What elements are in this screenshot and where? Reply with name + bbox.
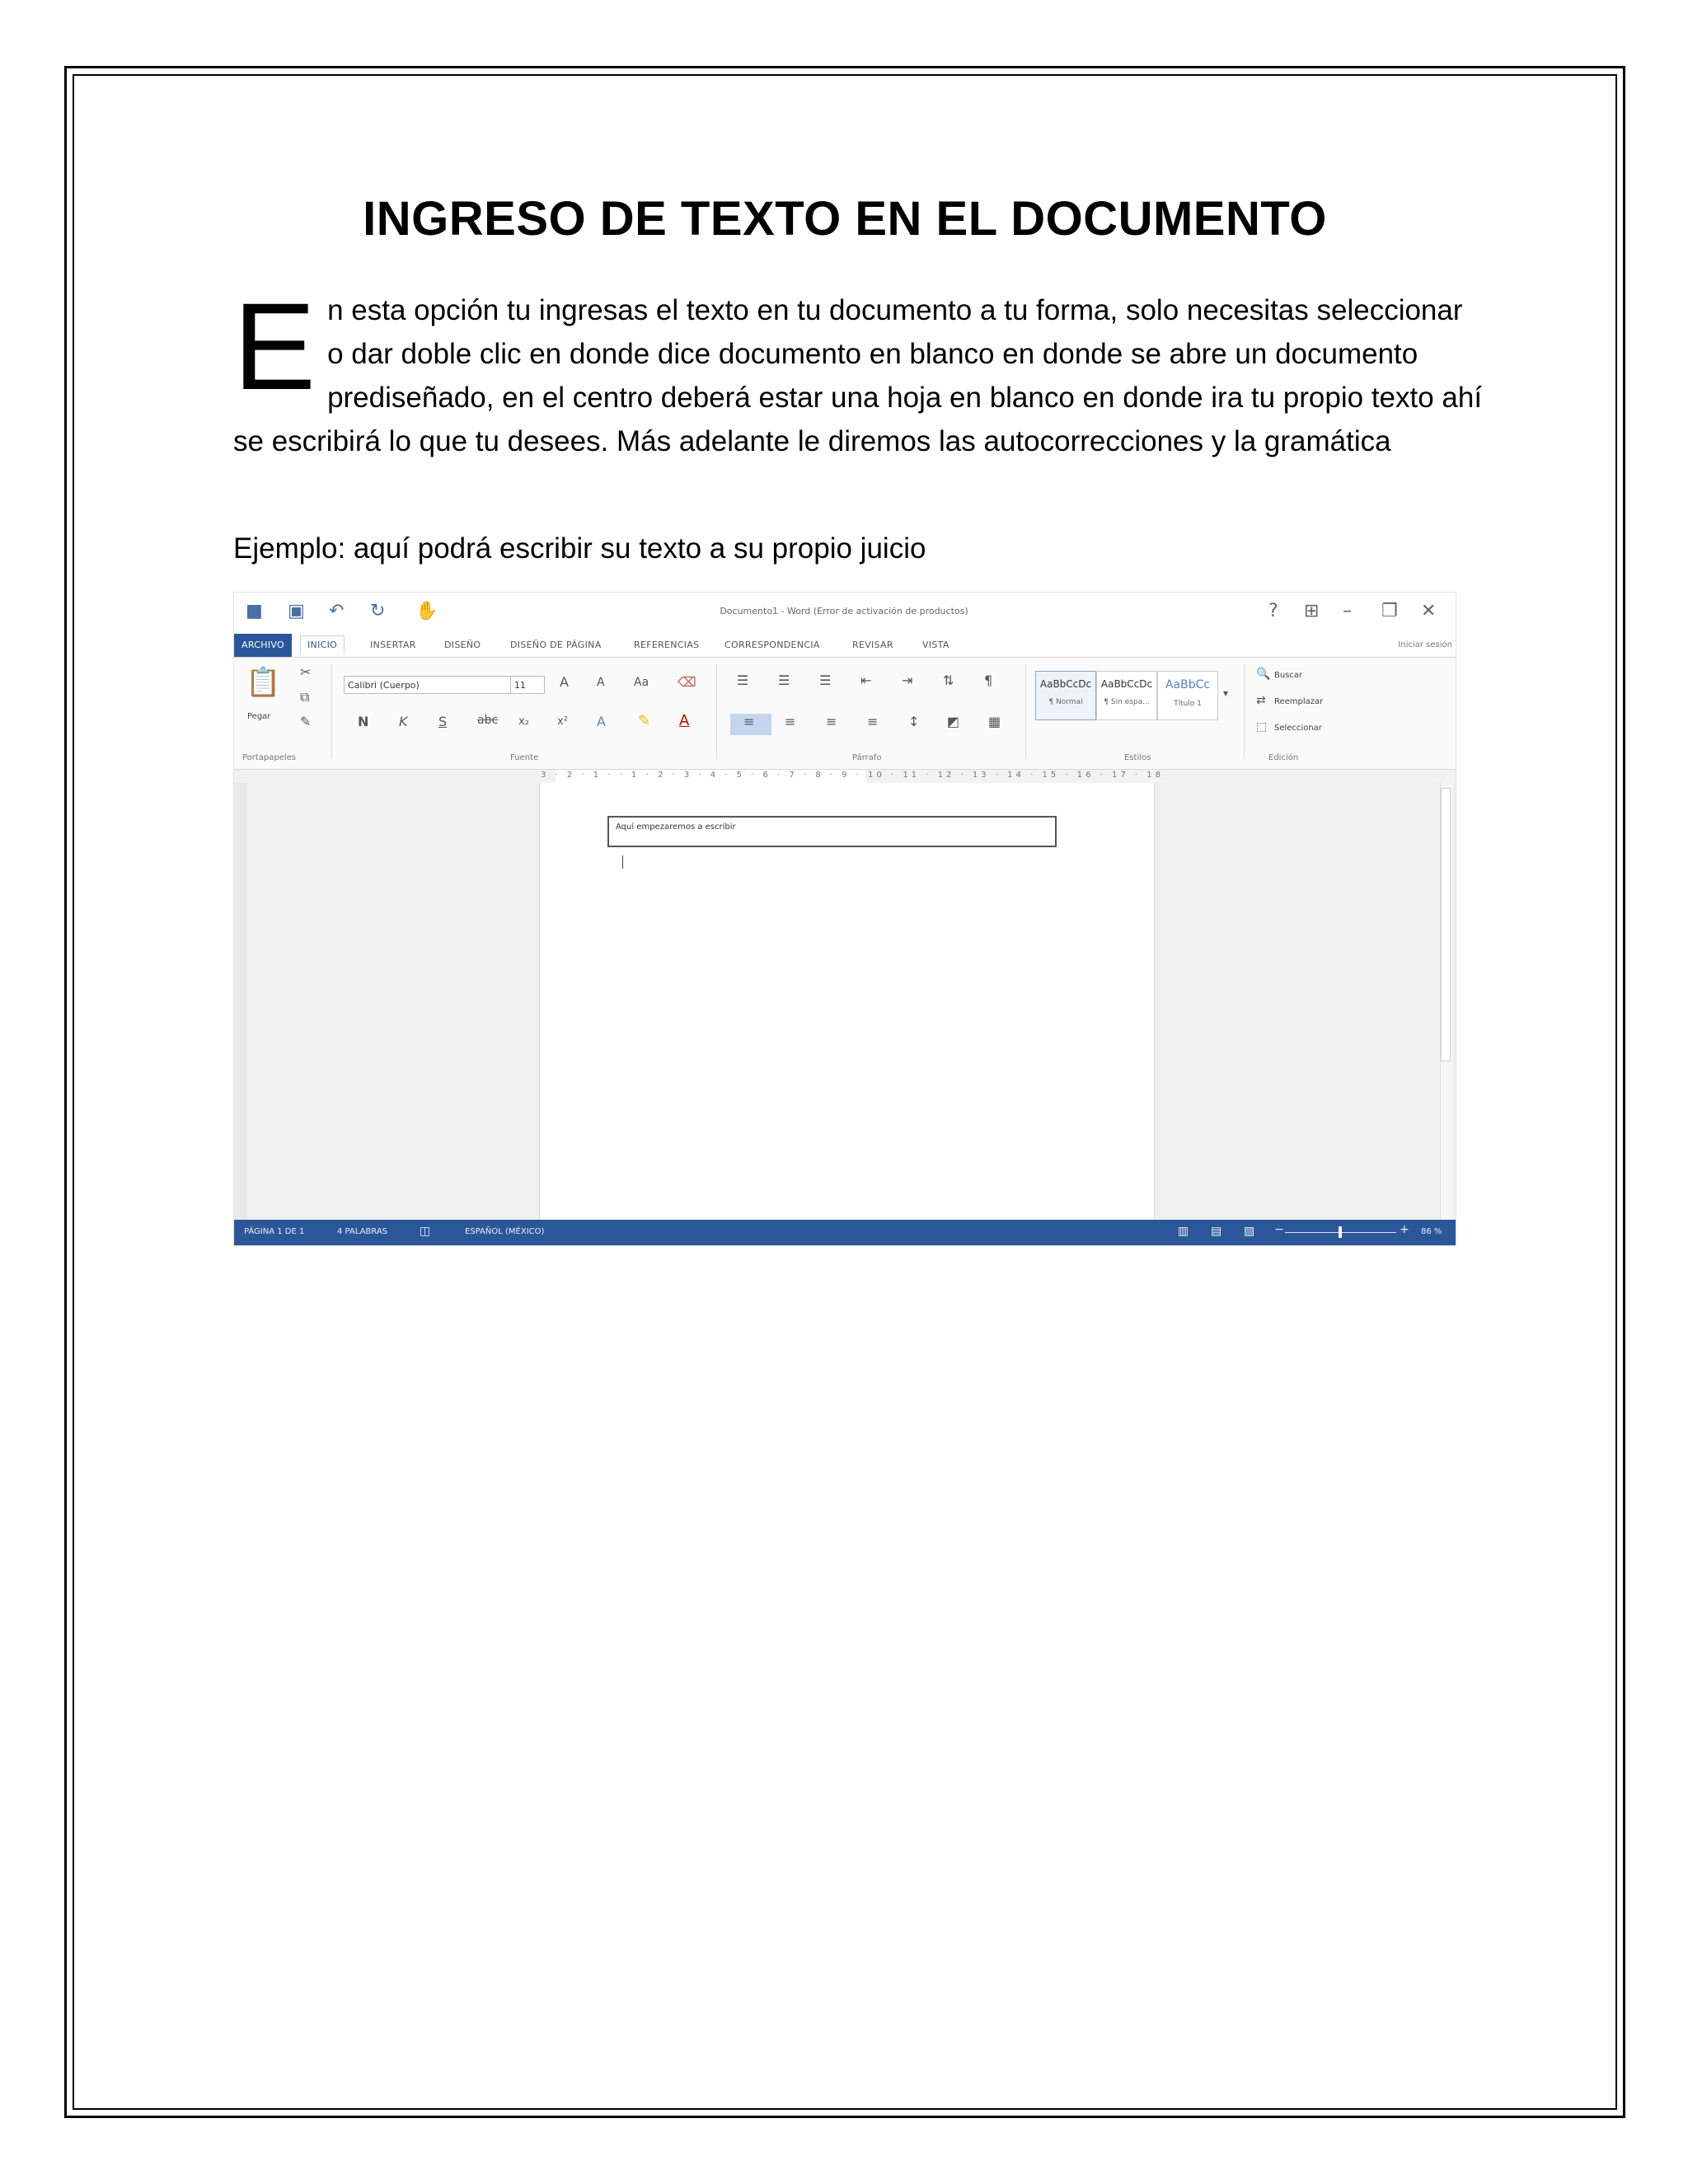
tab-vista[interactable]: VISTA — [922, 640, 950, 650]
vertical-ruler — [234, 783, 247, 1220]
word-screenshot — [233, 592, 1456, 1246]
tab-archivo[interactable]: ARCHIVO — [234, 634, 292, 657]
strikethrough-icon[interactable]: abc — [477, 714, 499, 727]
text-effects-icon[interactable]: A — [597, 714, 606, 729]
shading-icon[interactable]: ◩ — [947, 714, 960, 729]
text-box[interactable]: Aquí empezaremos a escribir — [607, 816, 1057, 847]
clear-format-icon[interactable]: ⌫ — [678, 674, 696, 690]
tab-diseno-pagina[interactable]: DISEÑO DE PÁGINA — [510, 640, 602, 650]
grow-font-icon[interactable]: A — [560, 674, 569, 690]
style-normal[interactable] — [1035, 671, 1096, 720]
close-icon[interactable]: ✕ — [1421, 601, 1437, 621]
web-layout-icon[interactable]: ▧ — [1244, 1225, 1255, 1238]
change-case-icon[interactable]: Aa — [634, 676, 649, 689]
align-center-icon[interactable]: ≡ — [785, 714, 796, 729]
horizontal-ruler — [234, 770, 1456, 783]
styles-group-label: Estilos — [1124, 753, 1151, 762]
shrink-font-icon[interactable]: A — [597, 676, 605, 689]
bullets-icon[interactable]: ☰ — [737, 673, 749, 688]
intro-paragraph — [233, 277, 1486, 463]
tab-revisar[interactable]: REVISAR — [852, 640, 893, 650]
styles-more-icon[interactable]: ▾ — [1223, 687, 1229, 699]
align-left-icon[interactable]: ≡ — [743, 714, 755, 729]
increase-indent-icon[interactable]: ⇥ — [902, 673, 913, 688]
text-cursor — [622, 855, 623, 869]
clipboard-group-label: Portapapeles — [242, 753, 297, 762]
restore-icon[interactable]: ❐ — [1381, 601, 1398, 621]
font-group-label: Fuente — [510, 753, 539, 762]
ribbon — [234, 657, 1456, 770]
page-count[interactable]: PÁGINA 1 DE 1 — [244, 1227, 305, 1236]
copy-icon[interactable]: ⧉ — [300, 689, 310, 705]
group-divider — [331, 664, 332, 759]
ribbon-tabs — [234, 634, 1456, 657]
style-sample: AaBbCcDc — [1100, 678, 1153, 690]
ribbon-display-icon[interactable]: ⊞ — [1304, 601, 1320, 621]
help-icon[interactable]: ? — [1268, 601, 1278, 621]
style-sample: AaBbCcDc — [1039, 678, 1092, 690]
superscript-icon[interactable]: x² — [557, 715, 568, 728]
group-divider — [1025, 664, 1026, 759]
scrollbar-thumb[interactable] — [1441, 788, 1451, 1062]
quick-access-toolbar — [234, 593, 1456, 634]
print-layout-icon[interactable]: ▤ — [1211, 1225, 1222, 1238]
line-spacing-icon[interactable]: ↕ — [908, 714, 920, 729]
document-page[interactable] — [539, 783, 1155, 1220]
sort-icon[interactable]: ⇅ — [943, 673, 954, 688]
word-count[interactable]: 4 PALABRAS — [337, 1227, 388, 1236]
tab-inicio[interactable]: INICIO — [300, 635, 345, 654]
tab-referencias[interactable]: REFERENCIAS — [634, 640, 700, 650]
example-line: Ejemplo: aquí podrá escribir su texto a su propio juicio — [233, 532, 926, 565]
document-title: INGRESO DE TEXTO EN EL DOCUMENTO — [363, 192, 1327, 246]
zoom-out-icon[interactable]: − — [1274, 1223, 1284, 1236]
select-icon[interactable]: ⬚ — [1256, 720, 1268, 733]
group-divider — [1244, 664, 1245, 759]
touch-mode-icon[interactable]: ✋ — [415, 601, 438, 621]
document-canvas — [234, 783, 1456, 1220]
language[interactable]: ESPAÑOL (MÉXICO) — [465, 1227, 545, 1236]
justify-icon[interactable]: ≡ — [867, 714, 879, 729]
undo-icon[interactable]: ↶ — [329, 601, 345, 621]
word-logo-icon: ■ — [246, 601, 263, 621]
style-name: ¶ Normal — [1048, 698, 1083, 706]
proofing-icon[interactable]: ◫ — [420, 1225, 431, 1238]
tab-diseno[interactable]: DISEÑO — [444, 640, 481, 650]
find-icon[interactable]: 🔍 — [1256, 668, 1271, 681]
zoom-slider-thumb[interactable] — [1339, 1226, 1342, 1238]
cut-icon[interactable]: ✂ — [300, 664, 312, 680]
zoom-level[interactable]: 86 % — [1421, 1227, 1442, 1236]
replace-icon[interactable]: ⇄ — [1256, 694, 1266, 707]
status-bar — [234, 1220, 1456, 1245]
find-button[interactable]: Buscar — [1274, 671, 1303, 680]
drop-cap: E — [233, 277, 316, 415]
intro-paragraph-text: n esta opción tu ingresas el texto en tu documento a tu forma, solo necesitas seleccionar o dar doble clic en donde dice documento en blanco en donde se abre un documento prediseñado, en el centro deberá estar una hoja en blanco en donde ira tu propio texto ahí se escribirá lo que tu desees. Más adelante le diremos las autocorrecciones y la gramática — [233, 294, 1483, 457]
group-divider — [716, 664, 717, 759]
paste-button[interactable]: Pegar — [247, 712, 271, 721]
font-size-select[interactable]: 11 — [510, 676, 545, 694]
read-mode-icon[interactable]: ▥ — [1178, 1225, 1189, 1238]
tab-insertar[interactable]: INSERTAR — [370, 640, 416, 650]
highlight-icon[interactable]: ✎ — [638, 712, 651, 729]
select-button[interactable]: Seleccionar — [1274, 724, 1322, 733]
borders-icon[interactable]: ▦ — [988, 714, 1001, 729]
redo-icon[interactable]: ↻ — [370, 601, 386, 621]
replace-button[interactable]: Reemplazar — [1274, 697, 1324, 706]
font-name-select[interactable]: Calibri (Cuerpo) — [344, 676, 513, 694]
style-heading-1[interactable] — [1157, 671, 1218, 720]
save-icon[interactable]: ▣ — [288, 601, 305, 621]
paste-icon[interactable]: 📋 — [246, 666, 281, 699]
tab-correspondencia[interactable]: CORRESPONDENCIA — [724, 640, 820, 650]
format-painter-icon[interactable]: ✎ — [300, 714, 312, 729]
decrease-indent-icon[interactable]: ⇤ — [860, 673, 872, 688]
paragraph-group-label: Párrafo — [852, 753, 882, 762]
ruler-numbers: 3 · 2 · 1 · · 1 · 2 · 3 · 4 · 5 · 6 · 7 · 8 · 9 · 10 · 11 · 12 · 13 · 14 · 15 · 16 · 17 · 18 — [541, 771, 1164, 780]
zoom-in-icon[interactable]: + — [1400, 1223, 1409, 1236]
style-name: ¶ Sin espa... — [1104, 698, 1150, 706]
underline-icon[interactable]: S — [438, 714, 448, 729]
italic-icon[interactable]: K — [399, 714, 408, 729]
bold-icon[interactable]: N — [358, 714, 369, 729]
multilevel-list-icon[interactable]: ☰ — [819, 673, 832, 688]
window-title: Documento1 - Word (Error de activación de productos) — [720, 606, 968, 616]
show-marks-icon[interactable]: ¶ — [984, 673, 993, 688]
numbering-icon[interactable]: ☰ — [778, 673, 790, 688]
editing-group-label: Edición — [1268, 753, 1299, 762]
align-right-icon[interactable]: ≡ — [826, 714, 837, 729]
style-sample: AaBbCc — [1165, 678, 1211, 691]
style-name: Título 1 — [1174, 700, 1202, 708]
style-no-spacing[interactable] — [1096, 671, 1157, 720]
minimize-icon[interactable]: – — [1343, 601, 1352, 621]
subscript-icon[interactable]: x₂ — [518, 715, 529, 728]
font-color-icon[interactable]: A — [679, 712, 690, 729]
sign-in-link[interactable]: Iniciar sesión — [1398, 640, 1452, 649]
